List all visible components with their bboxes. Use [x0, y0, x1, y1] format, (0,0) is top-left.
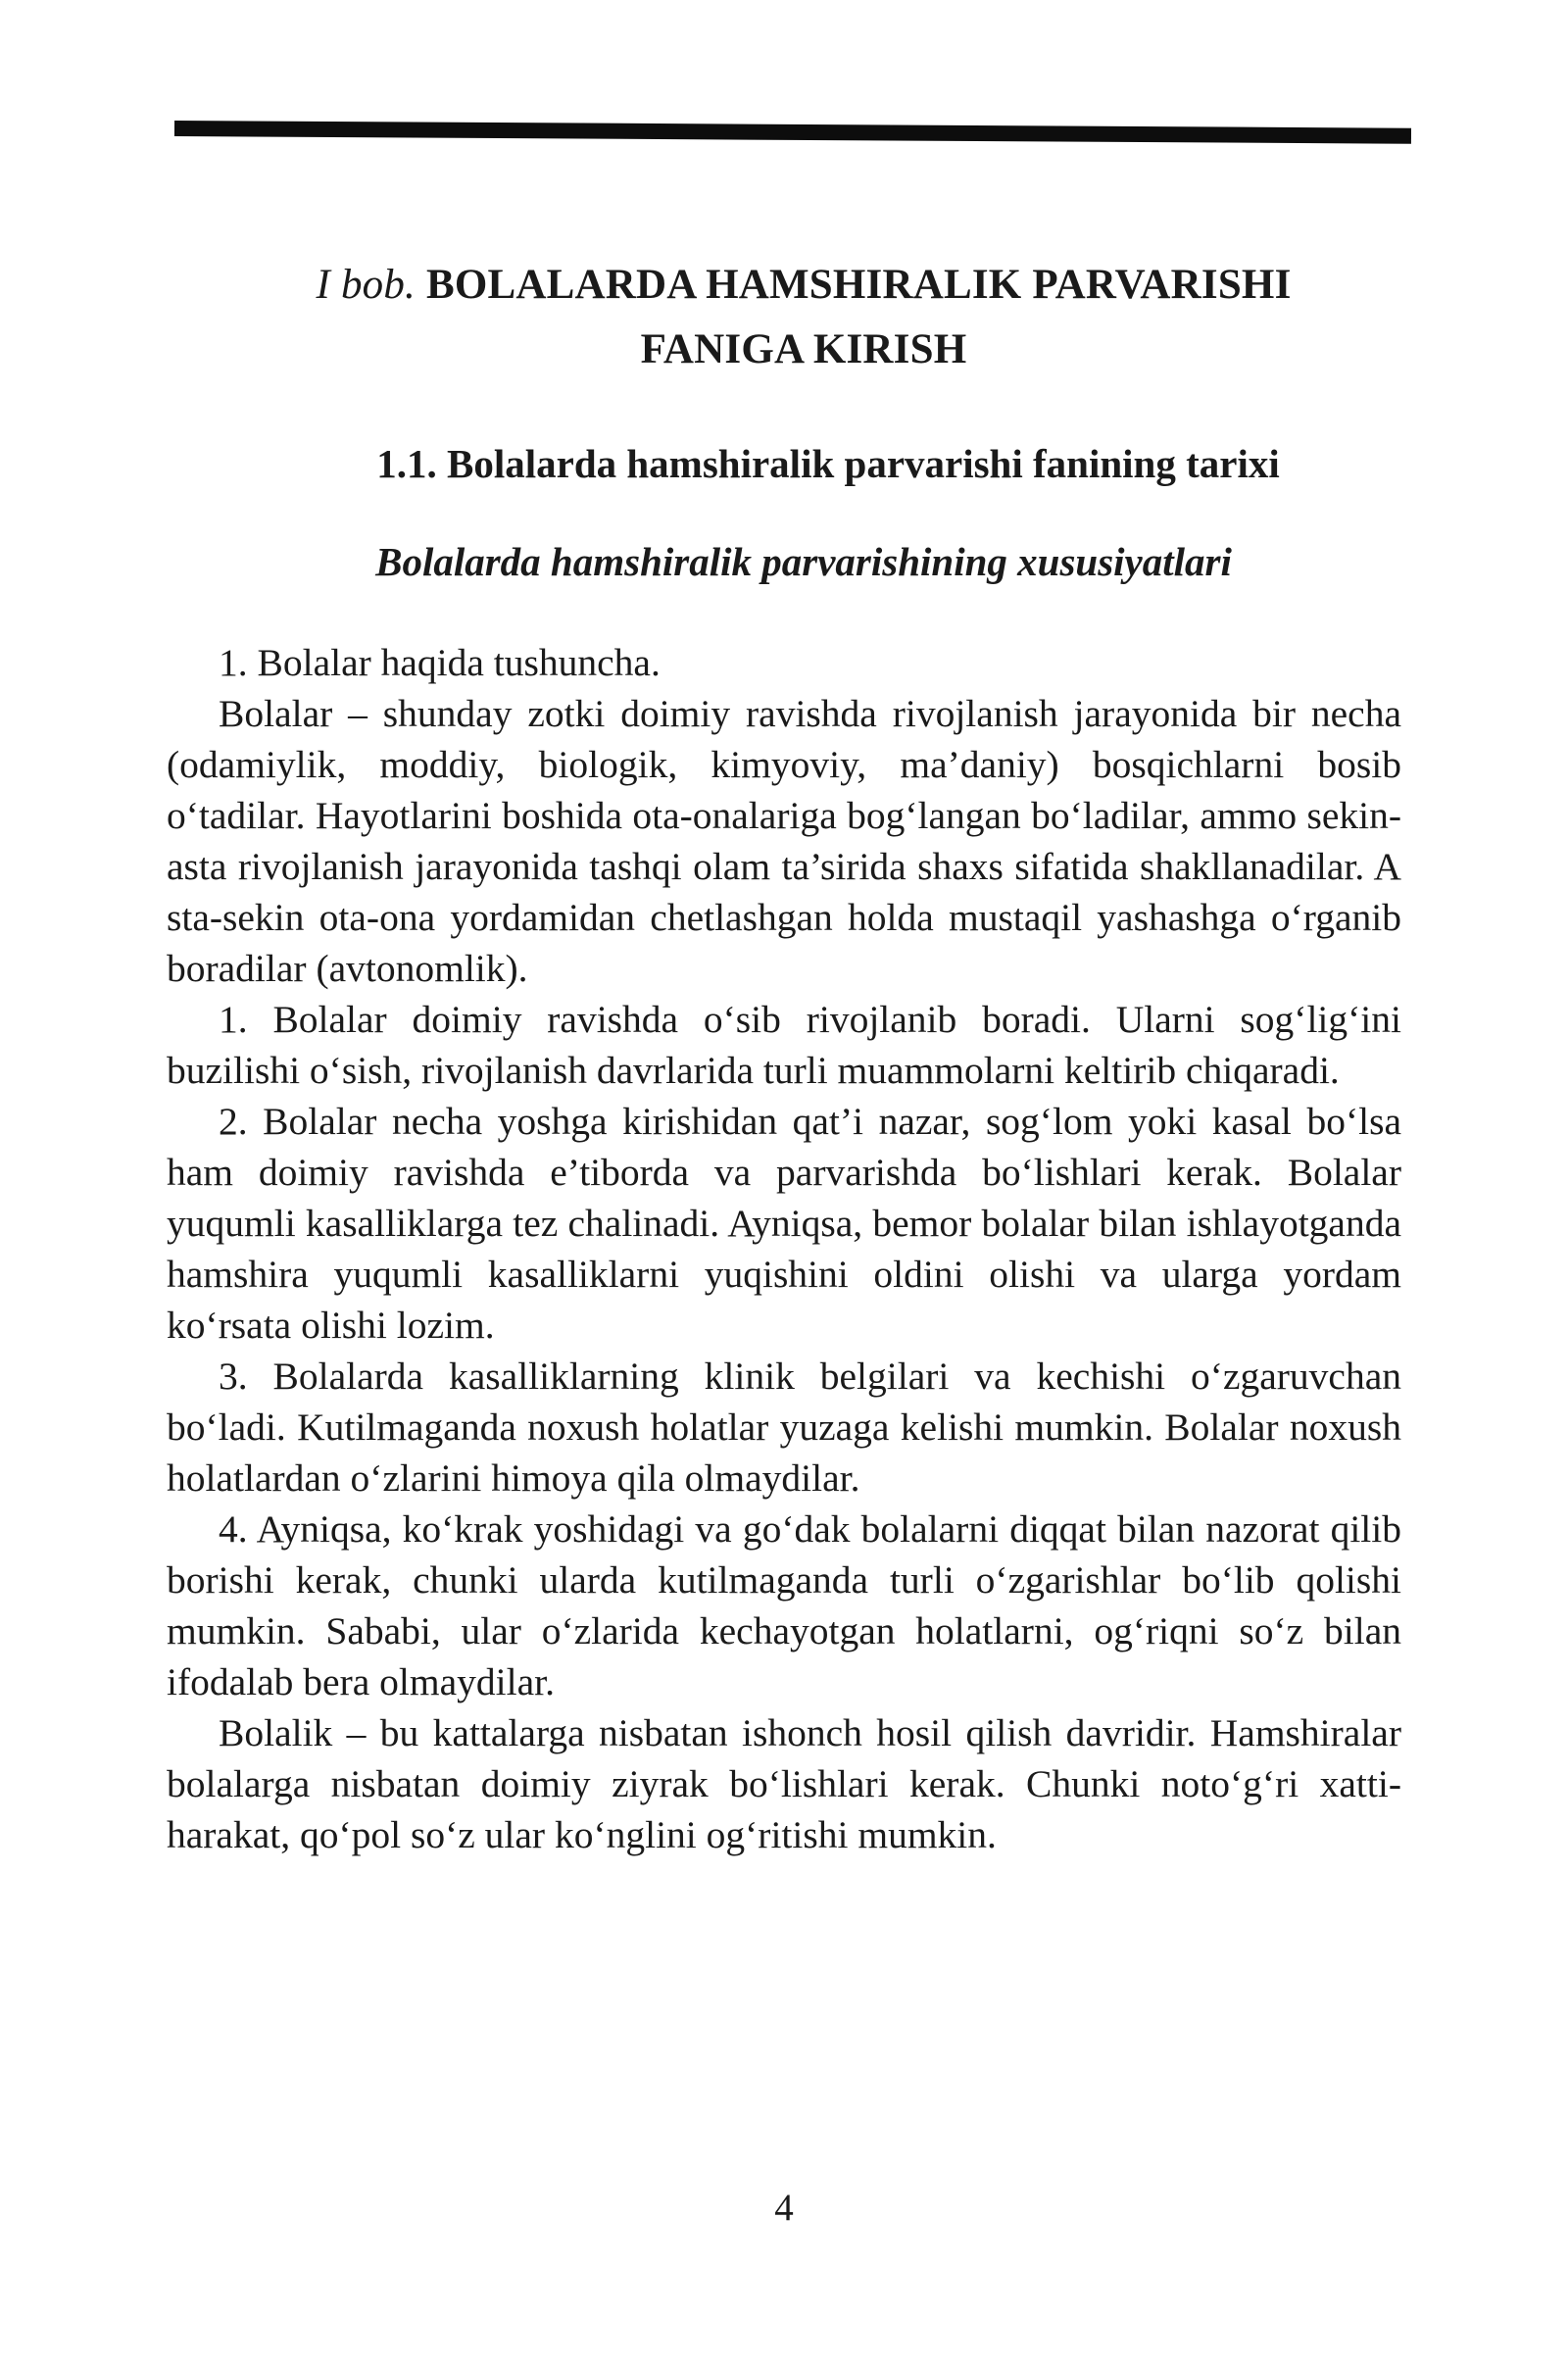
body-text [167, 637, 1401, 1860]
chapter-heading-line-1 [167, 253, 1441, 318]
chapter-label: I bob. [316, 262, 416, 308]
paragraph: 4. Ayniqsa, ko‘krak yoshidagi va go‘dak bolalarni diqqat bilan nazorat qilib borishi kerak, chunki ularda kutilmaganda turli o‘zgarishlar bo‘lib qolishi mumkin. Sababi, ular o‘zlarida kechayotgan holatlarni, og‘riqni so‘z bilan ifodalab bera olmaydilar. [167, 1507, 1401, 1703]
paragraph: 2. Bolalar necha yoshga kirishidan qat’i nazar, sog‘lom yoki kasal bo‘lsa ham doimiy ravishda e’tiborda va parvarishda bo‘lishlari kerak. Bolalar yuqumli kasalliklarga tez chalinadi. Ayniqsa, bemor bolalar bilan ishlayotganda hamshira yuqumli kasalliklarni yuqishini oldini olishi va ularga yordam ko‘rsata olishi lozim. [167, 1100, 1401, 1347]
chapter-title-line-2: FANIGA KIRISH [640, 326, 967, 372]
section-title: 1.1. Bolalarda hamshiralik parvarishi fanining tarixi [376, 441, 1280, 486]
subsection-title: Bolalarda hamshiralik parvarishining xususiyatlari [375, 539, 1232, 584]
header-rule [174, 121, 1411, 144]
page-number: 4 [774, 2187, 794, 2229]
chapter-heading [167, 253, 1441, 382]
paragraph: 1. Bolalar haqida tushuncha. [219, 641, 661, 684]
paragraph: Bolalar – shunday zotki doimiy ravishda rivojlanish jarayonida bir necha (odamiylik, moddiy, biologik, kimyoviy, ma’daniy) bosqichlarni bosib o‘tadilar. Hayotlarini boshida ota-onalariga bog‘langan bo‘ladilar, ammo sekin-asta rivojlanish jarayonida tashqi olam ta’sirida shaxs sifatida shakllanadilar. A sta-sekin ota-ona yordamidan chetlashgan holda mustaqil yashashga o‘rganib boradilar (avtonomlik). [167, 692, 1401, 990]
paragraph: 3. Bolalarda kasalliklarning klinik belgilari va kechishi o‘zgaruvchan bo‘ladi. Kutilmaganda noxush holatlar yuzaga kelishi mumkin. Bolalar noxush holatlardan o‘zlarini himoya qila olmaydilar. [167, 1355, 1401, 1500]
chapter-title-line-1: BOLALARDA HAMSHIRALIK PARVARISHI [425, 262, 1292, 308]
paragraph: Bolalik – bu kattalarga nisbatan ishonch hosil qilish davridir. Hamshiralar bolalarga nisbatan doimiy ziyrak bo‘lishlari kerak. Chunki noto‘g‘ri xatti-harakat, qo‘pol so‘z ular ko‘nglini og‘ritishi mumkin. [167, 1711, 1401, 1856]
paragraph: 1. Bolalar doimiy ravishda o‘sib rivojlanib boradi. Ularni sog‘lig‘ini buzilishi o‘sish, rivojlanish davrlarida turli muammolarni keltirib chiqaradi. [167, 998, 1401, 1092]
